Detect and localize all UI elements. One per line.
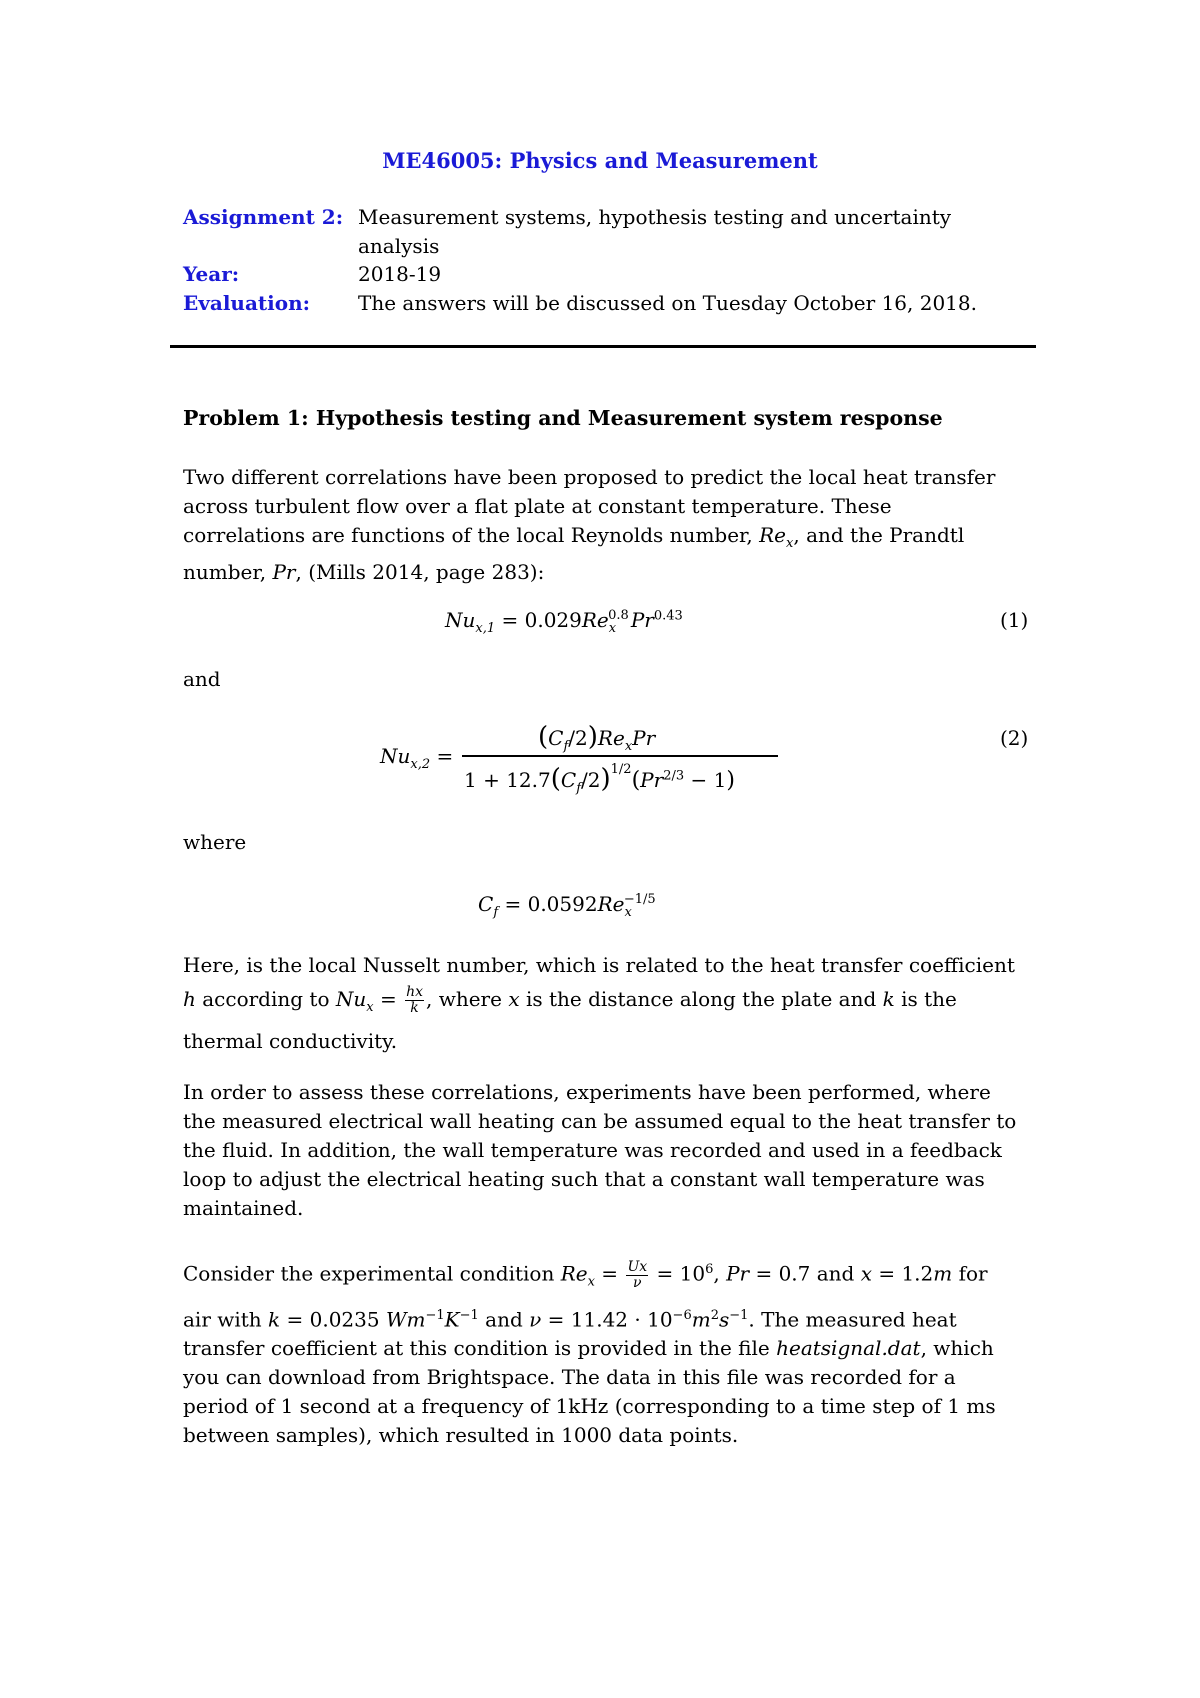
condition-line-3: transfer coefficient at this condition is provided in the file heatsignal.dat, which	[183, 1336, 994, 1361]
nusselt-line-1: Here, is the local Nusselt number, which is related to the heat transfer coefficient	[183, 953, 1015, 977]
document-title: ME46005: Physics and Measurement	[382, 148, 818, 173]
equation-cf: $C_f = 0.0592Re_x^{-1/5}$	[478, 892, 656, 920]
where-text: where	[183, 830, 247, 854]
evaluation-value: The answers will be discussed on Tuesday October 16, 2018.	[358, 291, 977, 315]
condition-line-2: air with k = 0.0235 $Wm^{-1}K^{-1}$ and $\nu = 11.42 \cdot 10^{-6}m^2s^{-1}$. The measured heat	[183, 1307, 957, 1332]
assess-line-4: loop to adjust the electrical heating such that a constant wall temperature was	[183, 1167, 985, 1191]
intro-line-2: across turbulent flow over a flat plate at constant temperature. These	[183, 494, 892, 518]
assignment-value-line1: Measurement systems, hypothesis testing and uncertainty	[358, 205, 952, 229]
evaluation-label: Evaluation:	[183, 291, 311, 315]
assignment-label: Assignment 2:	[183, 205, 344, 229]
condition-paragraph	[183, 1252, 1033, 1450]
assess-line-1: In order to assess these correlations, experiments have been performed, where	[183, 1080, 991, 1104]
equation-2-denominator: $1 + 12.7(C_f/2)^{1/2}(Pr^{2/3} - 1)$	[464, 762, 735, 796]
equation-1: $Nu_{x,1} = 0.029Re_x^{0.8}$ $Pr^{0.43}$	[445, 608, 683, 636]
intro-line-1: Two different correlations have been proposed to predict the local heat transfer	[183, 465, 996, 489]
condition-line-1: Consider the experimental condition $Re_x$ = $\frac{Ux}{\nu}$ = $10^6$, Pr = 0.7 and x = 1.2m for	[183, 1258, 988, 1291]
assess-paragraph	[183, 1078, 1033, 1223]
problem-heading: Problem 1: Hypothesis testing and Measurement system response	[183, 406, 943, 430]
equation-2-numerator: $(C_f/2)Re_xPr$	[538, 722, 656, 754]
intro-line-4: number, Pr, (Mills 2014, page 283):	[183, 560, 545, 584]
assess-line-3: the fluid. In addition, the wall temperature was recorded and used in a feedback	[183, 1138, 1002, 1162]
assess-line-5: maintained.	[183, 1196, 304, 1220]
nusselt-line-3: thermal conductivity.	[183, 1029, 398, 1053]
header-divider	[170, 345, 1036, 348]
condition-line-6: between samples), which resulted in 1000 data points.	[183, 1423, 739, 1448]
assess-line-2: the measured electrical wall heating can be assumed equal to the heat transfer to	[183, 1109, 1017, 1133]
year-label: Year:	[183, 262, 240, 286]
condition-line-5: period of 1 second at a frequency of 1kHz (corresponding to a time step of 1 ms	[183, 1394, 996, 1419]
equation-1-number: (1)	[1000, 608, 1029, 632]
year-value: 2018-19	[358, 262, 442, 286]
and-text: and	[183, 667, 221, 691]
intro-paragraph	[183, 463, 1033, 587]
file-name: heatsignal.dat	[776, 1336, 921, 1361]
nusselt-paragraph	[183, 951, 1033, 1056]
equation-2-fraction-bar	[462, 755, 778, 757]
nusselt-line-2: h according to $Nu_x$ = $\frac{hx}{k}$ , where x is the distance along the plate and k is the	[183, 984, 957, 1016]
condition-line-4: you can download from Brightspace. The data in this file was recorded for a	[183, 1365, 956, 1390]
equation-2-number: (2)	[1000, 726, 1029, 750]
equation-2-lhs: $Nu_{x,2}$ =	[380, 744, 454, 772]
intro-line-3: correlations are functions of the local Reynolds number, $Re_x$, and the Prandtl	[183, 523, 965, 551]
assignment-value-line2: analysis	[358, 234, 440, 258]
